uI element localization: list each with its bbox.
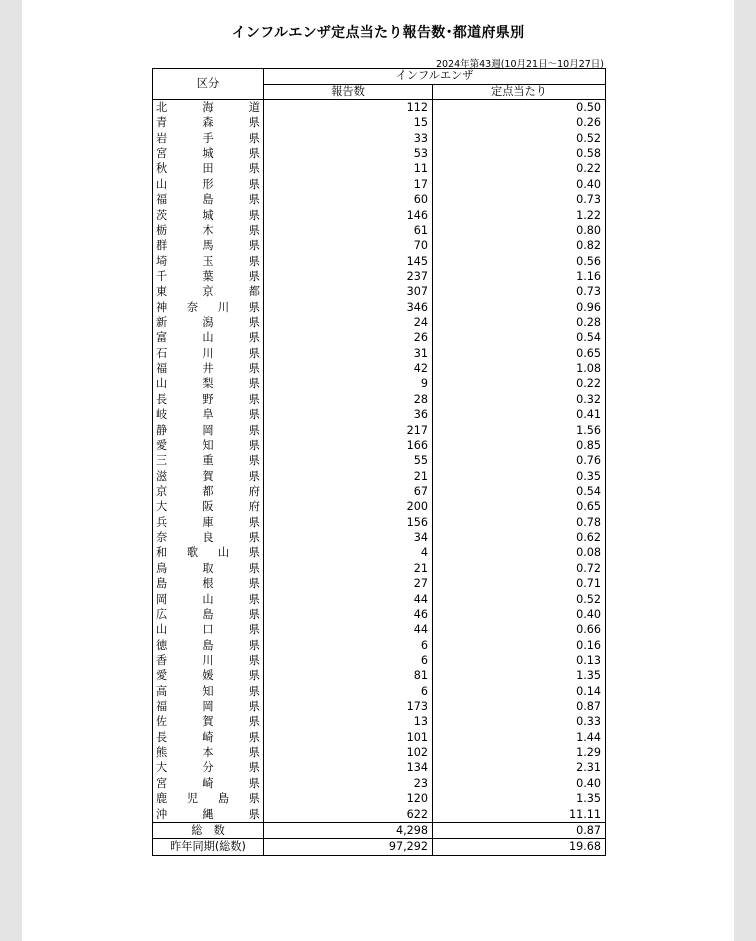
per-sentinel-cell: 0.14	[433, 684, 606, 699]
per-sentinel-cell: 0.52	[433, 131, 606, 146]
prefecture-cell	[153, 622, 264, 637]
per-sentinel-cell: 0.32	[433, 392, 606, 407]
period-label: 2024年第43週(10月21日～10月27日)	[435, 59, 604, 70]
table-row	[153, 223, 606, 238]
prefecture-name: 愛 媛 県	[156, 669, 260, 683]
reports-cell: 70	[264, 238, 433, 253]
table-row	[153, 807, 606, 823]
reports-cell: 17	[264, 177, 433, 192]
reports-cell: 173	[264, 699, 433, 714]
prefecture-name: 兵 庫 県	[156, 515, 260, 529]
per-sentinel-cell: 0.50	[433, 100, 606, 116]
per-sentinel-cell: 1.56	[433, 423, 606, 438]
total-reports: 4,298	[264, 822, 433, 838]
per-sentinel-cell: 0.35	[433, 469, 606, 484]
header-per-sentinel: 定点当たり	[433, 84, 606, 100]
prefecture-name: 新 潟 県	[156, 316, 260, 330]
prefecture-name: 鳥 取 県	[156, 561, 260, 575]
prefecture-name: 山 形 県	[156, 177, 260, 191]
reports-cell: 23	[264, 776, 433, 791]
prefecture-cell	[153, 684, 264, 699]
prefecture-name: 大 分 県	[156, 761, 260, 775]
reports-cell: 46	[264, 607, 433, 622]
reports-cell: 146	[264, 208, 433, 223]
per-sentinel-cell: 11.11	[433, 807, 606, 823]
reports-cell: 26	[264, 330, 433, 345]
per-sentinel-cell: 0.71	[433, 576, 606, 591]
prefecture-cell	[153, 361, 264, 376]
prefecture-name: 福 岡 県	[156, 700, 260, 714]
table-row	[153, 469, 606, 484]
prefecture-name: 長 崎 県	[156, 730, 260, 744]
table-row	[153, 392, 606, 407]
reports-cell: 55	[264, 453, 433, 468]
per-sentinel-cell: 0.41	[433, 407, 606, 422]
table-row	[153, 192, 606, 207]
prefecture-cell	[153, 576, 264, 591]
table-row	[153, 315, 606, 330]
reports-cell: 166	[264, 438, 433, 453]
table-row	[153, 131, 606, 146]
prefecture-cell	[153, 269, 264, 284]
per-sentinel-cell: 0.13	[433, 653, 606, 668]
per-sentinel-cell: 0.54	[433, 484, 606, 499]
reports-cell: 21	[264, 561, 433, 576]
prefecture-name: 三 重 県	[156, 454, 260, 468]
reports-cell: 237	[264, 269, 433, 284]
reports-cell: 67	[264, 484, 433, 499]
prefecture-name: 静 岡 県	[156, 423, 260, 437]
prefecture-cell	[153, 592, 264, 607]
per-sentinel-cell: 0.54	[433, 330, 606, 345]
table-row	[153, 776, 606, 791]
prefecture-cell	[153, 438, 264, 453]
total-label: 総 数	[153, 822, 264, 838]
reports-cell: 36	[264, 407, 433, 422]
per-sentinel-cell: 0.66	[433, 622, 606, 637]
prefecture-name: 石 川 県	[156, 346, 260, 360]
prefecture-cell	[153, 407, 264, 422]
reports-cell: 60	[264, 192, 433, 207]
table-row	[153, 115, 606, 130]
prefecture-cell	[153, 638, 264, 653]
table-row	[153, 484, 606, 499]
prefecture-cell	[153, 730, 264, 745]
prefecture-cell	[153, 453, 264, 468]
prefecture-name: 宮 城 県	[156, 147, 260, 161]
last-year-reports: 97,292	[264, 839, 433, 855]
table-row	[153, 499, 606, 514]
prefecture-cell	[153, 223, 264, 238]
reports-cell: 101	[264, 730, 433, 745]
reports-cell: 145	[264, 254, 433, 269]
reports-cell: 346	[264, 300, 433, 315]
table-row	[153, 653, 606, 668]
prefecture-cell	[153, 791, 264, 806]
table-row	[153, 269, 606, 284]
prefecture-cell	[153, 760, 264, 775]
prefecture-cell	[153, 376, 264, 391]
per-sentinel-cell: 0.16	[433, 638, 606, 653]
per-sentinel-cell: 0.80	[433, 223, 606, 238]
table-row	[153, 346, 606, 361]
reports-cell: 44	[264, 622, 433, 637]
table-row	[153, 376, 606, 391]
table-row	[153, 668, 606, 683]
reports-cell: 28	[264, 392, 433, 407]
per-sentinel-cell: 0.87	[433, 699, 606, 714]
table-row	[153, 330, 606, 345]
prefecture-name: 沖 縄 県	[156, 807, 260, 821]
last-year-label: 昨年同期(総数)	[153, 839, 264, 855]
per-sentinel-cell: 0.40	[433, 607, 606, 622]
table-row	[153, 407, 606, 422]
page-title: インフルエンザ定点当たり報告数･都道府県別	[231, 25, 525, 41]
prefecture-name: 徳 島 県	[156, 638, 260, 652]
prefecture-cell	[153, 807, 264, 823]
reports-cell: 217	[264, 423, 433, 438]
reports-cell: 307	[264, 284, 433, 299]
table-row	[153, 453, 606, 468]
prefecture-cell	[153, 607, 264, 622]
table-row	[153, 745, 606, 760]
table-row	[153, 592, 606, 607]
per-sentinel-cell: 0.73	[433, 192, 606, 207]
total-row	[153, 822, 606, 838]
prefecture-name: 滋 賀 県	[156, 469, 260, 483]
prefecture-name: 茨 城 県	[156, 208, 260, 222]
prefecture-cell	[153, 714, 264, 729]
per-sentinel-cell: 0.22	[433, 376, 606, 391]
per-sentinel-cell: 0.82	[433, 238, 606, 253]
table-row	[153, 438, 606, 453]
table-row	[153, 208, 606, 223]
last-year-row	[153, 839, 606, 855]
per-sentinel-cell: 0.56	[433, 254, 606, 269]
prefecture-cell	[153, 484, 264, 499]
per-sentinel-cell: 0.58	[433, 146, 606, 161]
prefecture-name: 高 知 県	[156, 684, 260, 698]
per-sentinel-cell: 0.85	[433, 438, 606, 453]
prefecture-name: 神 奈 川 県	[156, 300, 260, 314]
prefecture-cell	[153, 330, 264, 345]
per-sentinel-cell: 1.35	[433, 791, 606, 806]
prefecture-name: 香 川 県	[156, 653, 260, 667]
per-sentinel-cell: 0.76	[433, 453, 606, 468]
header-disease: インフルエンザ	[264, 69, 606, 85]
prefecture-cell	[153, 315, 264, 330]
reports-cell: 120	[264, 791, 433, 806]
prefecture-name: 大 阪 府	[156, 500, 260, 514]
reports-cell: 622	[264, 807, 433, 823]
prefecture-name: 千 葉 県	[156, 269, 260, 283]
prefecture-name: 福 島 県	[156, 193, 260, 207]
per-sentinel-cell: 1.08	[433, 361, 606, 376]
per-sentinel-cell: 0.62	[433, 530, 606, 545]
per-sentinel-cell: 0.28	[433, 315, 606, 330]
per-sentinel-cell: 1.22	[433, 208, 606, 223]
reports-cell: 102	[264, 745, 433, 760]
prefecture-cell	[153, 653, 264, 668]
per-sentinel-cell: 0.72	[433, 561, 606, 576]
reports-cell: 112	[264, 100, 433, 116]
prefecture-cell	[153, 284, 264, 299]
prefecture-name: 富 山 県	[156, 331, 260, 345]
prefecture-cell	[153, 776, 264, 791]
prefecture-name: 和 歌 山 県	[156, 546, 260, 560]
prefecture-cell	[153, 238, 264, 253]
per-sentinel-cell: 0.65	[433, 499, 606, 514]
last-year-per-sentinel: 19.68	[433, 839, 606, 855]
prefecture-name: 岩 手 県	[156, 131, 260, 145]
prefecture-cell	[153, 254, 264, 269]
prefecture-cell	[153, 545, 264, 560]
reports-cell: 4	[264, 545, 433, 560]
prefecture-cell	[153, 177, 264, 192]
table-row	[153, 791, 606, 806]
prefecture-name: 秋 田 県	[156, 162, 260, 176]
per-sentinel-cell: 0.22	[433, 161, 606, 176]
table-row	[153, 161, 606, 176]
reports-cell: 42	[264, 361, 433, 376]
reports-cell: 27	[264, 576, 433, 591]
table-row	[153, 284, 606, 299]
reports-cell: 13	[264, 714, 433, 729]
table-row	[153, 561, 606, 576]
prefecture-name: 京 都 府	[156, 484, 260, 498]
per-sentinel-cell: 0.40	[433, 177, 606, 192]
document-page	[22, 0, 734, 941]
per-sentinel-cell: 0.08	[433, 545, 606, 560]
per-sentinel-cell: 1.35	[433, 668, 606, 683]
table-row	[153, 684, 606, 699]
prefecture-cell	[153, 208, 264, 223]
prefecture-cell	[153, 146, 264, 161]
prefecture-cell	[153, 131, 264, 146]
table-row	[153, 576, 606, 591]
prefecture-cell	[153, 115, 264, 130]
reports-cell: 200	[264, 499, 433, 514]
reports-cell: 24	[264, 315, 433, 330]
table-row	[153, 730, 606, 745]
prefecture-cell	[153, 699, 264, 714]
per-sentinel-cell: 0.26	[433, 115, 606, 130]
prefecture-name: 佐 賀 県	[156, 715, 260, 729]
prefecture-cell	[153, 161, 264, 176]
influenza-table	[152, 68, 606, 856]
table-row	[153, 100, 606, 116]
table-row	[153, 515, 606, 530]
reports-cell: 34	[264, 530, 433, 545]
table-row	[153, 238, 606, 253]
reports-cell: 9	[264, 376, 433, 391]
prefecture-name: 広 島 県	[156, 607, 260, 621]
table-row	[153, 361, 606, 376]
prefecture-cell	[153, 423, 264, 438]
prefecture-cell	[153, 530, 264, 545]
reports-cell: 6	[264, 684, 433, 699]
table-row	[153, 530, 606, 545]
prefecture-name: 北 海 道	[156, 101, 260, 114]
reports-cell: 53	[264, 146, 433, 161]
prefecture-name: 鹿 児 島 県	[156, 792, 260, 806]
reports-cell: 11	[264, 161, 433, 176]
per-sentinel-cell: 1.44	[433, 730, 606, 745]
total-per-sentinel: 0.87	[433, 822, 606, 838]
prefecture-name: 埼 玉 県	[156, 254, 260, 268]
prefecture-cell	[153, 499, 264, 514]
per-sentinel-cell: 2.31	[433, 760, 606, 775]
table-row	[153, 545, 606, 560]
prefecture-cell	[153, 469, 264, 484]
reports-cell: 21	[264, 469, 433, 484]
per-sentinel-cell: 1.16	[433, 269, 606, 284]
header-category: 区分	[153, 69, 264, 100]
per-sentinel-cell: 0.40	[433, 776, 606, 791]
table-row	[153, 300, 606, 315]
reports-cell: 6	[264, 638, 433, 653]
prefecture-cell	[153, 346, 264, 361]
prefecture-cell	[153, 192, 264, 207]
header-reports: 報告数	[264, 84, 433, 100]
reports-cell: 33	[264, 131, 433, 146]
prefecture-cell	[153, 745, 264, 760]
table-row	[153, 714, 606, 729]
per-sentinel-cell: 0.73	[433, 284, 606, 299]
table-row	[153, 254, 606, 269]
prefecture-name: 長 野 県	[156, 392, 260, 406]
prefecture-cell	[153, 392, 264, 407]
prefecture-name: 奈 良 県	[156, 531, 260, 545]
prefecture-cell	[153, 100, 264, 116]
prefecture-cell	[153, 668, 264, 683]
prefecture-name: 岐 阜 県	[156, 408, 260, 422]
prefecture-name: 熊 本 県	[156, 746, 260, 760]
prefecture-name: 福 井 県	[156, 362, 260, 376]
per-sentinel-cell: 0.96	[433, 300, 606, 315]
prefecture-cell	[153, 300, 264, 315]
reports-cell: 6	[264, 653, 433, 668]
table-row	[153, 699, 606, 714]
prefecture-name: 東 京 都	[156, 285, 260, 299]
prefecture-name: 宮 崎 県	[156, 776, 260, 790]
reports-cell: 156	[264, 515, 433, 530]
per-sentinel-cell: 0.65	[433, 346, 606, 361]
prefecture-name: 山 梨 県	[156, 377, 260, 391]
prefecture-cell	[153, 561, 264, 576]
prefecture-name: 栃 木 県	[156, 223, 260, 237]
reports-cell: 134	[264, 760, 433, 775]
table-row	[153, 638, 606, 653]
per-sentinel-cell: 0.52	[433, 592, 606, 607]
per-sentinel-cell: 0.78	[433, 515, 606, 530]
reports-cell: 81	[264, 668, 433, 683]
table-row	[153, 607, 606, 622]
reports-cell: 44	[264, 592, 433, 607]
per-sentinel-cell: 1.29	[433, 745, 606, 760]
table-row	[153, 760, 606, 775]
reports-cell: 15	[264, 115, 433, 130]
prefecture-cell	[153, 515, 264, 530]
prefecture-name: 山 口 県	[156, 623, 260, 637]
table-body	[153, 100, 606, 856]
reports-cell: 61	[264, 223, 433, 238]
table-row	[153, 423, 606, 438]
table-row	[153, 622, 606, 637]
prefecture-name: 愛 知 県	[156, 438, 260, 452]
reports-cell: 31	[264, 346, 433, 361]
table-row	[153, 146, 606, 161]
table-row	[153, 177, 606, 192]
prefecture-name: 群 馬 県	[156, 239, 260, 253]
prefecture-name: 島 根 県	[156, 577, 260, 591]
prefecture-name: 岡 山 県	[156, 592, 260, 606]
prefecture-name: 青 森 県	[156, 116, 260, 130]
per-sentinel-cell: 0.33	[433, 714, 606, 729]
